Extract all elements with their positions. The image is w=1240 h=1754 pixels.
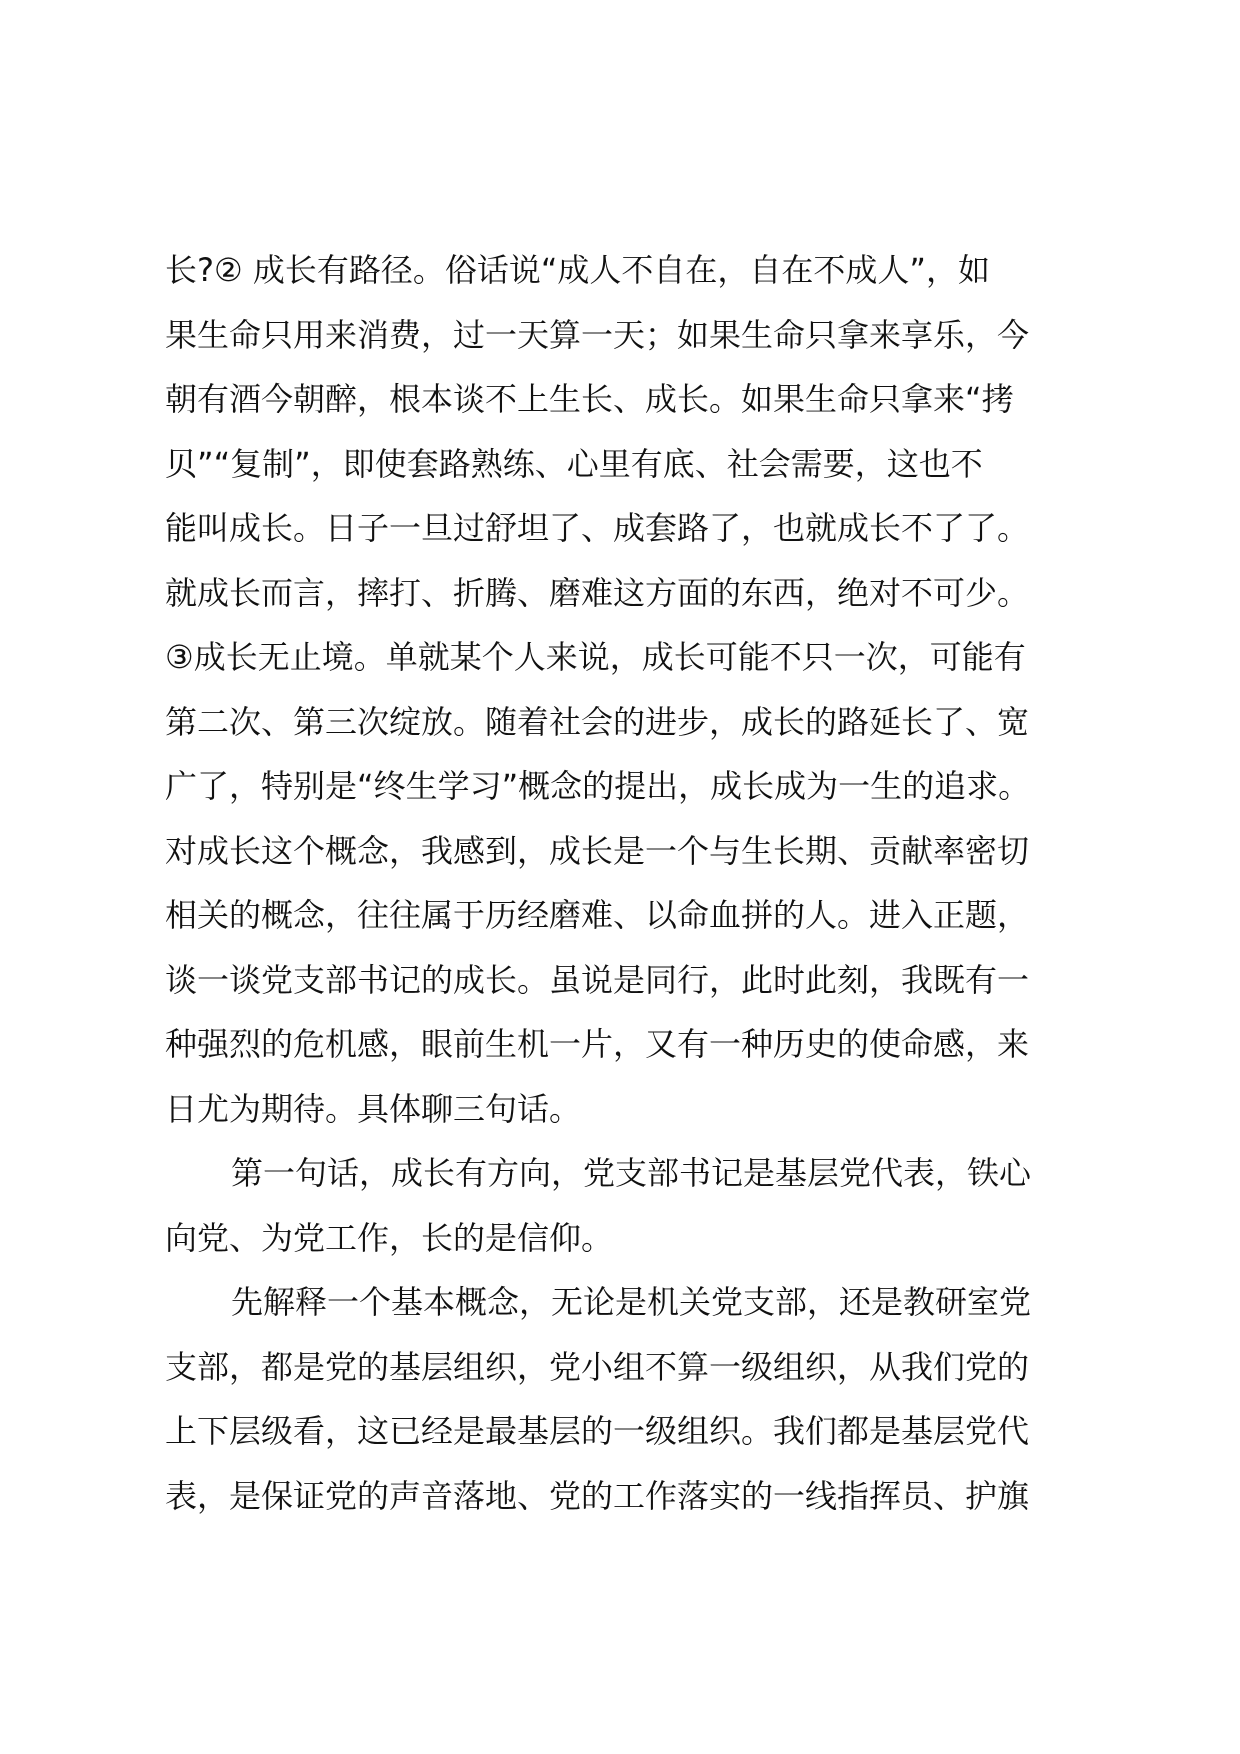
text-line: 表，是保证党的声音落地、党的工作落实的一线指挥员、护旗 [165,1476,1030,1515]
text-line: 谈一谈党支部书记的成长。虽说是同行，此时此刻，我既有一 [165,960,1030,999]
text-line: 果生命只用来消费，过一天算一天；如果生命只拿来享乐，今 [165,315,1030,354]
text-line: 上下层级看，这已经是最基层的一级组织。我们都是基层党代 [165,1412,1030,1450]
text-line: 贝”“复制”，即使套路熟练、心里有底、社会需要，这也不 [165,444,983,483]
text-line: 支部，都是党的基层组织，党小组不算一级组织，从我们党的 [165,1347,1030,1386]
paragraph-start-line: 第一句话，成长有方向，党支部书记是基层党代表，铁心 [231,1154,1032,1192]
text-line: 朝有酒今朝醉，根本谈不上生长、成长。如果生命只拿来“拷 [165,380,1014,418]
text-line: 日尤为期待。具体聊三句话。 [165,1089,582,1128]
text-line: 长?② 成长有路径。俗话说“成人不自在，自在不成人”，如 [165,251,991,289]
text-line: 相关的概念，往往属于历经磨难、以命血拼的人。进入正题， [165,896,1030,934]
text-line: 对成长这个概念，我感到，成长是一个与生长期、贡献率密切 [165,831,1030,870]
text-line: 第二次、第三次绽放。随着社会的进步，成长的路延长了、宽 [165,702,1030,741]
text-line: 能叫成长。日子一旦过舒坦了、成套路了，也就成长不了了。 [165,509,1030,547]
body-text [165,238,1095,1528]
text-line: 广了，特别是“终生学习”概念的提出，成长成为一生的追求。 [165,767,1031,805]
text-line: 种强烈的危机感，眼前生机一片，又有一种历史的使命感，来 [165,1025,1030,1063]
text-line: ③成长无止境。单就某个人来说，成长可能不只一次，可能有 [165,638,1026,676]
text-line: 向党、为党工作，长的是信仰。 [165,1218,614,1257]
text-line: 就成长而言，摔打、折腾、磨难这方面的东西，绝对不可少。 [165,573,1030,612]
paragraph-start-line: 先解释一个基本概念，无论是机关党支部，还是教研室党 [231,1283,1032,1321]
